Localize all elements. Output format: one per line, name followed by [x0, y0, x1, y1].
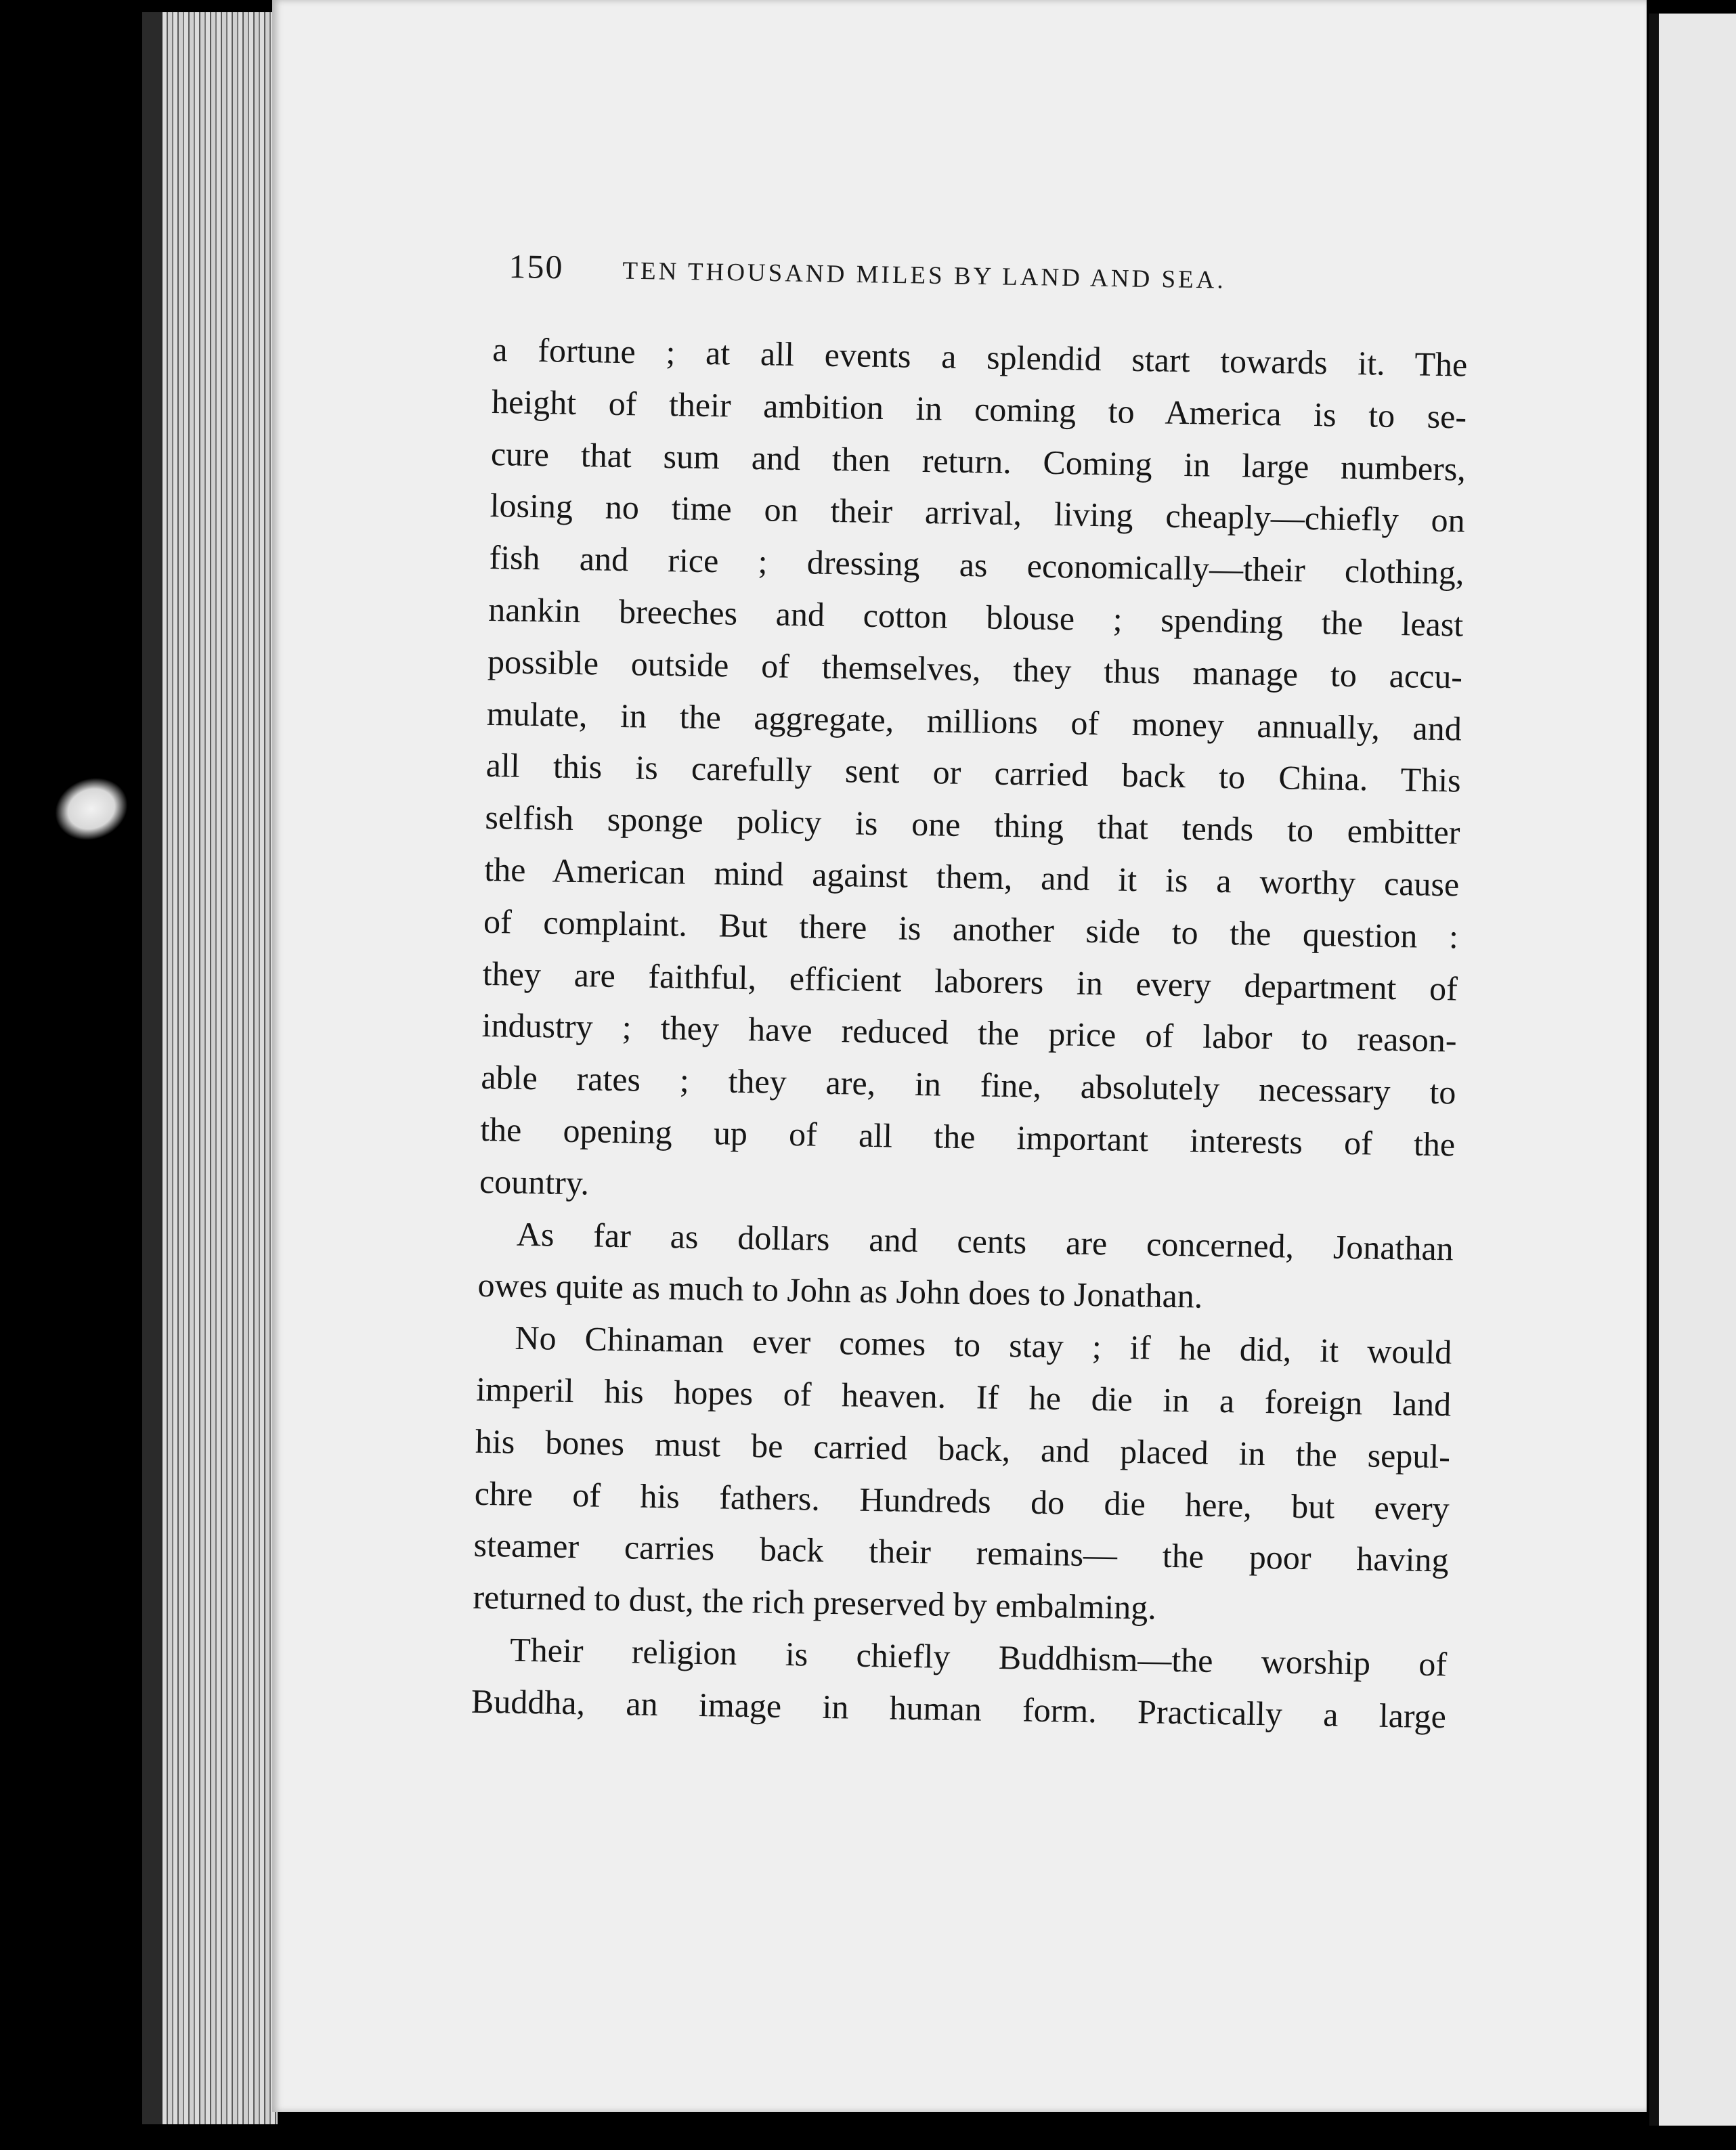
page-edges — [162, 12, 278, 2124]
scan-border — [0, 2126, 1736, 2150]
text-line: imperil his hopes of heaven. If he die in a foreign land — [475, 1369, 1452, 1424]
text-line: possible outside of themselves, they thus manage to accu- — [487, 642, 1463, 696]
text-line: steamer carries back their remains— the poor having — [473, 1526, 1449, 1579]
paragraph — [473, 1311, 1452, 1638]
text-line: No Chinaman ever comes to stay ; if he did, it would — [515, 1318, 1452, 1372]
text-line: the American mind against them, and it is a worthy cause — [483, 850, 1460, 904]
text-line: As far as dollars and cents are concerned, Jonathan — [516, 1214, 1454, 1267]
paragraph — [477, 1207, 1454, 1326]
text-line: height of their ambition in coming to America is to se- — [491, 382, 1467, 436]
text-line: country. — [479, 1162, 590, 1202]
text-line: they are faithful, efficient laborers in every department of — [482, 954, 1458, 1008]
text-line: able rates ; they are, in fine, absolutely necessary to — [481, 1058, 1456, 1112]
text-line: selfish sponge policy is one thing that tends to embitter — [485, 798, 1460, 852]
text-line: fish and rice ; dressing as economically—their clothing, — [489, 538, 1464, 592]
text-line: Their religion is chiefly Buddhism—the worship of — [509, 1630, 1448, 1684]
paragraph — [479, 324, 1467, 1223]
text-line: cure that sum and then return. Coming in large numbers, — [490, 434, 1467, 488]
paragraph — [471, 1623, 1447, 1742]
text-line: chre of his fathers. Hundreds do die here, but every — [474, 1474, 1450, 1527]
text-line: industry ; they have reduced the price of labor to reason- — [481, 1006, 1457, 1059]
page-number: 150 — [508, 246, 564, 286]
book-spine-shadow — [142, 12, 165, 2124]
text-line: nankin breeches and cotton blouse ; spending the least — [487, 590, 1464, 644]
text-line: of complaint. But there is another side to the question : — [483, 902, 1459, 956]
text-line: owes quite as much to John as John does to Jonathan. — [477, 1266, 1203, 1315]
text-line: Buddha, an image in human form. Practically a large — [471, 1682, 1447, 1736]
scan-blemish — [46, 768, 137, 850]
running-title: TEN THOUSAND MILES BY LAND AND SEA. — [622, 257, 1226, 294]
text-line: losing no time on their arrival, living cheaply—chiefly on — [490, 486, 1466, 540]
text-line: the opening up of all the important interests of the — [479, 1110, 1456, 1164]
text-line: returned to dust, the rich preserved by embalming. — [473, 1577, 1157, 1627]
text-line: his bones must be carried back, and placed in the sepul- — [475, 1422, 1451, 1476]
body-text — [471, 324, 1467, 1742]
text-line: all this is carefully sent or carried back to China. This — [485, 746, 1462, 799]
text-line: mulate, in the aggregate, millions of money annually, and — [486, 694, 1462, 748]
text-line: a fortune ; at all events a splendid start towards it. The — [492, 330, 1468, 384]
facing-page-edge — [1649, 14, 1736, 2126]
